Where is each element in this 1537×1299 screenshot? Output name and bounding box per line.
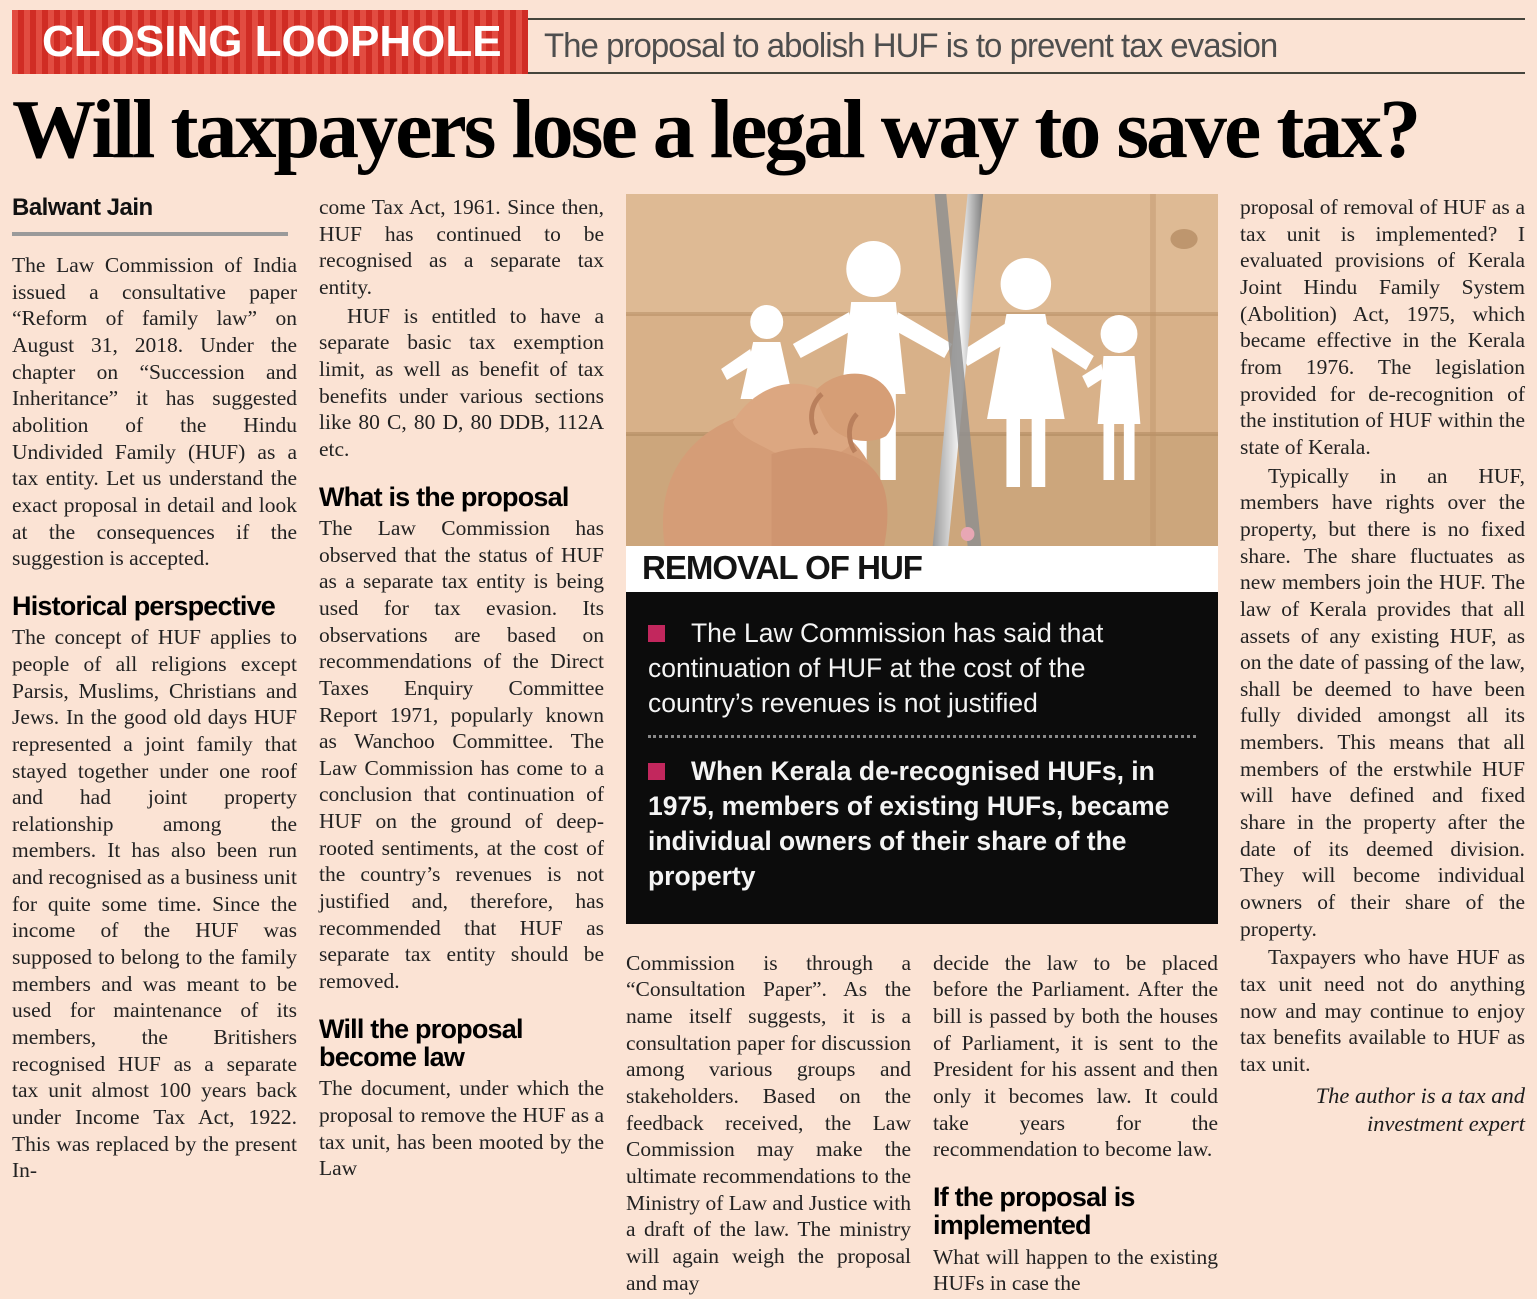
article-column-5 <box>1240 194 1525 1299</box>
article-column-4 <box>933 950 1218 1299</box>
byline-rule <box>12 232 288 236</box>
removal-infobox <box>626 592 1218 924</box>
paragraph: Taxpayers who have HUF as tax unit need not do anything now and may continue to enjoy tax benefits available to HUF as tax unit. <box>1240 945 1525 1076</box>
article-column-1 <box>12 194 297 1299</box>
section-heading-if-the-proposal-is-implemented: If the proposal is implemented <box>933 1182 1135 1241</box>
paragraph: HUF is entitled to have a separate basic tax exemption limit, as well as benefit of tax benefits under various sections like 80 C, 80 D, 80 DDB, 112A etc. <box>319 303 604 461</box>
paragraph: proposal of removal of HUF as a tax unit is implemented? I evaluated provisions of Kerala Joint Hindu Family System (Abolition) Act, 1975, which became effective in the Kerala from 1976. The legislation provided for de-recognition of the institution of HUF within the state of Kerala. <box>1240 195 1525 459</box>
infobox-bullet-text: The Law Commission has said that continuation of HUF at the cost of the country’s revenues is not justified <box>648 618 1104 718</box>
infobox-bullet <box>648 616 1196 721</box>
paragraph: decide the law to be placed before the Parliament. After the bill is passed by both the houses of Parliament, it is sent to the President for his assent and then only it becomes law. It could take years for the recommendation to become law. <box>933 950 1218 1162</box>
paragraph: The Law Commission has observed that the status of HUF as a separate tax entity is being used for tax evasion. Its observations are based on recommendations of the Direct Taxes Enquiry Committee Report 1971, popularly known as Wanchoo Committee. The Law Commission has come to a conclusion that continuation of HUF on the ground of deep-rooted sentiments, at the cost of the country’s revenues is not justified and, therefore, has recommended that HUF as separate tax entity should be removed. <box>319 515 604 994</box>
feature-block <box>626 194 1218 924</box>
strap-rule-box <box>528 18 1525 74</box>
kicker-badge: CLOSING LOOPHOLE <box>12 10 528 74</box>
infobox-bullet <box>648 754 1196 894</box>
bullet-square-icon <box>648 763 665 780</box>
article-column-3 <box>626 950 911 1299</box>
article-column-2 <box>319 194 604 1299</box>
family-cutout-photo <box>626 194 1218 546</box>
section-heading-will-the-proposal-become-law: Will the proposal become law <box>319 1013 523 1073</box>
paragraph: Commission is through a “Consultation Paper”. As the name itself suggests, it is a consultation paper for discussion among various groups and stakeholders. Based on the feedback received, the Law Commission may make the ultimate recommendations to the Ministry of Law and Justice with a draft of the law. The ministry will again weigh the proposal and may <box>626 950 911 1295</box>
infobox-title: REMOVAL OF HUF <box>626 546 1218 592</box>
paragraph: The Law Commission of India issued a consultative paper “Reform of family law” on August 31, 2018. Under the chapter on “Succession and Inheritance” it has suggested abolition of the Hindu Undivided Family (HUF) as a tax entity. Let us understand the exact proposal in detail and look at the consequences if the suggestion is accepted. <box>12 253 297 571</box>
masthead-row <box>12 10 1525 74</box>
paragraph: Typically in an HUF, members have rights over the property, but there is no fixed share. The share fluctuates as new members join the HUF. The law of Kerala provides that all assets of any existing HUF, as on the date of passing of the law, shall be deemed to have been fully divided amongst all its members. This means that all members of the erstwhile HUF will have defined and fixed share in the property after the date of its deemed division. They will become individual owners of their share of the property. <box>1240 463 1525 941</box>
author-credit: The author is a tax and investment expert <box>1315 1082 1525 1136</box>
dotted-divider <box>648 735 1196 738</box>
section-heading-historical-perspective: Historical perspective <box>12 590 276 621</box>
paragraph: What will happen to the existing HUFs in case the <box>933 1244 1218 1296</box>
strap-headline: The proposal to abolish HUF is to prevent tax evasion <box>543 26 1277 65</box>
paragraph: come Tax Act, 1961. Since then, HUF has continued to be recognised as a separate tax entity. <box>319 195 604 299</box>
main-headline: Will taxpayers lose a legal way to save tax? <box>12 83 1419 176</box>
paragraph: The concept of HUF applies to people of all religions except Parsis, Muslims, Christians and Jews. In the good old days HUF represented a joint family that stayed together under one roof and had joint property relationship among the members. It has also been run and recognised as a business unit for quite some time. Since the income of the HUF was supposed to belong to the family members and was meant to be used for maintenance of its members, the Britishers recognised HUF as a separate tax unit almost 100 years back under Income Tax Act, 1922. This was replaced by the present In- <box>12 625 297 1183</box>
byline: Balwant Jain <box>12 194 153 221</box>
paragraph: The document, under which the proposal to remove the HUF as a tax unit, has been mooted by the Law <box>319 1076 604 1181</box>
infobox-bullet-text: When Kerala de-recognised HUFs, in 1975, members of existing HUFs, became individual owners of their share of the property <box>648 755 1170 891</box>
section-heading-what-is-the-proposal: What is the proposal <box>319 481 569 512</box>
bullet-square-icon <box>648 625 665 642</box>
article-body <box>12 194 1525 1299</box>
